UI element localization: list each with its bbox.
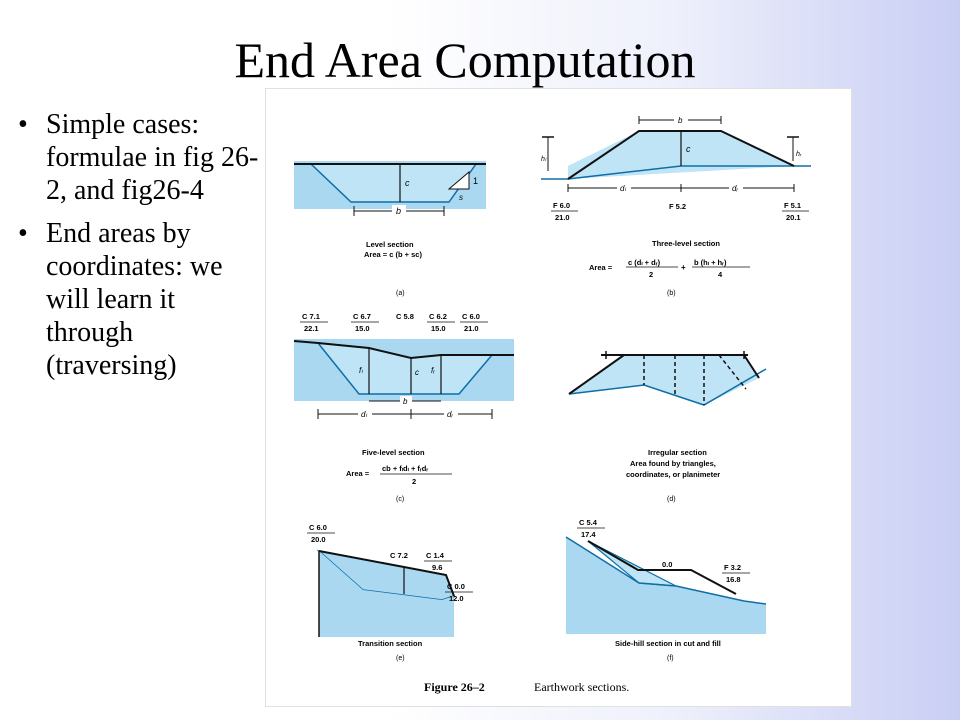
panel-c-letter: (c) [396,496,405,503]
panel-e-station-top: C 1.4 [426,551,444,560]
panel-a-formula: Area = c (b + sc) [364,250,422,259]
panel-b-formula-prefix: Area = [589,263,613,272]
figure-caption [424,680,629,694]
panel-c-station-bot: 15.0 [431,324,446,333]
panel-a-label-b: b [396,206,402,216]
panel-d-fill-area [569,355,759,405]
panel-b-label-dl: dₗ [620,184,626,193]
panel-b-formula-plus: + [681,263,686,272]
panel-c-formula-num: cb + fₗdₗ + fᵣdᵣ [382,464,429,473]
panel-c-station-top: C 5.8 [396,312,414,321]
panel-e-station-top: C 6.0 [309,523,327,532]
earthwork-sections-figure [265,88,852,707]
panel-c-station-top: C 7.1 [302,312,320,321]
panel-a-level-section [294,161,486,297]
panel-e-station-bot: 9.6 [432,563,443,572]
panel-c-label-b: b [403,397,408,406]
panel-e-station-bot: 20.0 [311,535,326,544]
panel-c-formula-den: 2 [412,477,417,486]
panel-b-label-hr: hᵣ [796,151,802,158]
panel-c-station-bot: 22.1 [304,324,319,333]
panel-c-five-level-section [294,312,514,503]
bullet-dot-icon: • [18,218,28,249]
panel-e-station-bot: 12.0 [449,594,464,603]
figure-caption-label: Figure 26–2 [424,680,485,694]
panel-b-formula-den2: 4 [718,270,723,279]
panel-c-station-top: C 6.7 [353,312,371,321]
panel-b-formula-den1: 2 [649,270,654,279]
panel-b-station-right-top: F 5.1 [784,201,802,210]
panel-c-station-bot: 15.0 [355,324,370,333]
panel-b-station-mid: F 5.2 [669,202,687,211]
panel-d-letter: (d) [667,496,676,503]
slide-title: End Area Computation [234,32,696,88]
panel-a-label-c: c [405,178,410,188]
panel-c-station-bot: 21.0 [464,324,479,333]
panel-e-station-top: C 7.2 [390,551,408,560]
panel-d-irregular-section [569,351,766,503]
panel-b-label-b: b [678,116,683,125]
panel-c-label-fl: fₗ [359,366,363,375]
figure-caption-text: Earthwork sections. [534,680,630,694]
panel-f-letter: (f) [667,655,674,662]
panel-b-name: Three-level section [652,239,720,248]
panel-a-letter: (a) [396,290,405,297]
panel-a-name: Level section [366,240,414,249]
panel-f-station-top: F 3.2 [724,563,742,572]
panel-d-desc-2: coordinates, or planimeter [626,470,721,479]
panel-e-station-top: C 0.0 [447,582,465,591]
figure-svg [266,89,851,706]
panel-c-label-c: c [415,368,419,377]
panel-b-station-right-bot: 20.1 [786,213,801,222]
panel-c-station-top: C 6.2 [429,312,447,321]
panel-b-formula-num1: c (dₗ + dᵣ) [628,258,661,267]
panel-f-station-bot: 16.8 [726,575,741,584]
panel-b-label-hl: hₗ [541,156,547,163]
panel-e-name: Transition section [358,639,423,648]
panel-c-station-top: C 6.0 [462,312,480,321]
panel-b-formula-num2: b (hₗ + hᵣ) [694,258,727,267]
panel-f-station-top: 0.0 [662,560,673,569]
panel-c-label-dl: dₗ [361,410,367,419]
panel-d-desc-1: Area found by triangles, [630,459,716,468]
panel-b-label-dr: dᵣ [732,184,738,193]
bullet-text: End areas by coordinates: we will learn it through (traversing) [46,218,223,381]
bullet-dot-icon: • [18,109,28,140]
panel-b-station-left-top: F 6.0 [553,201,571,210]
panel-c-label-fr: fᵣ [431,366,435,375]
panel-f-station-top: C 5.4 [579,518,597,527]
panel-c-formula-prefix: Area = [346,469,370,478]
panel-c-label-dr: dᵣ [447,410,453,419]
panel-a-label-s: s [459,193,463,202]
panel-b-three-level-section [541,115,811,297]
panel-e-letter: (e) [396,655,405,662]
panel-b-letter: (b) [667,290,676,297]
bullet-item [14,108,264,207]
panel-f-station-bot: 17.4 [581,530,596,539]
panel-a-label-1: 1 [473,176,479,186]
bullet-list [14,108,264,392]
bullet-text: Simple cases: formulae in fig 26-2, and fig26-4 [46,109,259,206]
bullet-item [14,217,264,382]
panel-b-station-left-bot: 21.0 [555,213,570,222]
panel-e-transition-section [307,523,473,662]
panel-b-label-c: c [686,144,691,154]
panel-c-name: Five-level section [362,448,425,457]
panel-f-name: Side-hill section in cut and fill [615,639,721,648]
panel-d-name: Irregular section [648,448,707,457]
panel-f-side-hill-section [566,518,766,662]
